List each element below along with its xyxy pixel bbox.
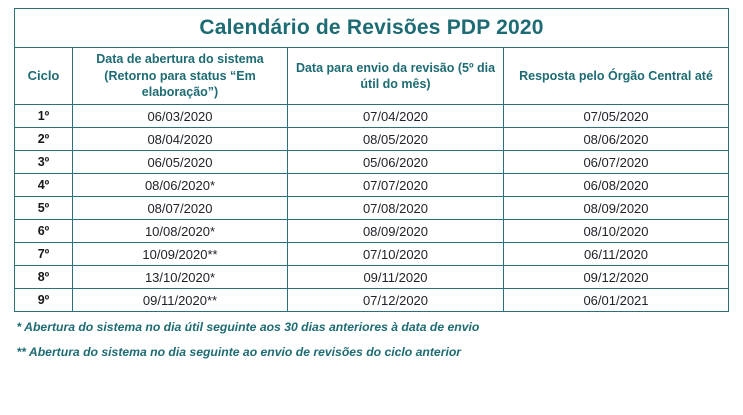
cell-ciclo: 7º (15, 243, 73, 266)
cell-envio: 07/07/2020 (288, 174, 504, 197)
cell-envio: 09/11/2020 (288, 266, 504, 289)
cell-abertura: 08/06/2020* (73, 174, 288, 197)
cell-envio: 08/05/2020 (288, 128, 504, 151)
cell-envio: 07/04/2020 (288, 105, 504, 128)
table-row (15, 151, 729, 174)
cell-abertura: 08/04/2020 (73, 128, 288, 151)
cell-resposta: 06/11/2020 (504, 243, 729, 266)
cell-ciclo: 1º (15, 105, 73, 128)
footnote-double-asterisk: ** Abertura do sistema no dia seguinte ao envio de revisões do ciclo anterior (16, 345, 462, 360)
cell-ciclo: 9º (15, 289, 73, 312)
column-header-abertura: Data de abertura do sistema (Retorno para status “Em elaboração”) (73, 48, 288, 105)
calendar-table (14, 8, 729, 312)
cell-abertura: 13/10/2020* (73, 266, 288, 289)
cell-abertura: 06/03/2020 (73, 105, 288, 128)
cell-abertura: 06/05/2020 (73, 151, 288, 174)
cell-abertura: 08/07/2020 (73, 197, 288, 220)
table-row (15, 266, 729, 289)
table-row (15, 105, 729, 128)
cell-ciclo: 8º (15, 266, 73, 289)
cell-resposta: 06/08/2020 (504, 174, 729, 197)
cell-abertura: 09/11/2020** (73, 289, 288, 312)
cell-resposta: 08/09/2020 (504, 197, 729, 220)
cell-ciclo: 3º (15, 151, 73, 174)
table-title-row (15, 9, 729, 48)
table-row (15, 128, 729, 151)
column-header-envio: Data para envio da revisão (5º dia útil do mês) (288, 48, 504, 105)
column-header-ciclo: Ciclo (15, 48, 73, 105)
cell-resposta: 06/07/2020 (504, 151, 729, 174)
table-row (15, 220, 729, 243)
cell-resposta: 07/05/2020 (504, 105, 729, 128)
cell-abertura: 10/08/2020* (73, 220, 288, 243)
footnote-single-asterisk: * Abertura do sistema no dia útil seguinte aos 30 dias anteriores à data de envio (16, 320, 480, 334)
table-header-row (15, 48, 729, 105)
cell-ciclo: 2º (15, 128, 73, 151)
page-title: Calendário de Revisões PDP 2020 (15, 9, 729, 48)
cell-resposta: 08/10/2020 (504, 220, 729, 243)
cell-ciclo: 6º (15, 220, 73, 243)
table-row (15, 197, 729, 220)
cell-envio: 05/06/2020 (288, 151, 504, 174)
cell-resposta: 08/06/2020 (504, 128, 729, 151)
cell-resposta: 09/12/2020 (504, 266, 729, 289)
cell-envio: 08/09/2020 (288, 220, 504, 243)
cell-ciclo: 4º (15, 174, 73, 197)
cell-abertura: 10/09/2020** (73, 243, 288, 266)
column-header-resposta: Resposta pelo Órgão Central até (504, 48, 729, 105)
table-row (15, 289, 729, 312)
cell-envio: 07/10/2020 (288, 243, 504, 266)
cell-ciclo: 5º (15, 197, 73, 220)
cell-resposta: 06/01/2021 (504, 289, 729, 312)
cell-envio: 07/08/2020 (288, 197, 504, 220)
cell-envio: 07/12/2020 (288, 289, 504, 312)
table-row (15, 243, 729, 266)
table-row (15, 174, 729, 197)
footnotes (15, 320, 729, 361)
